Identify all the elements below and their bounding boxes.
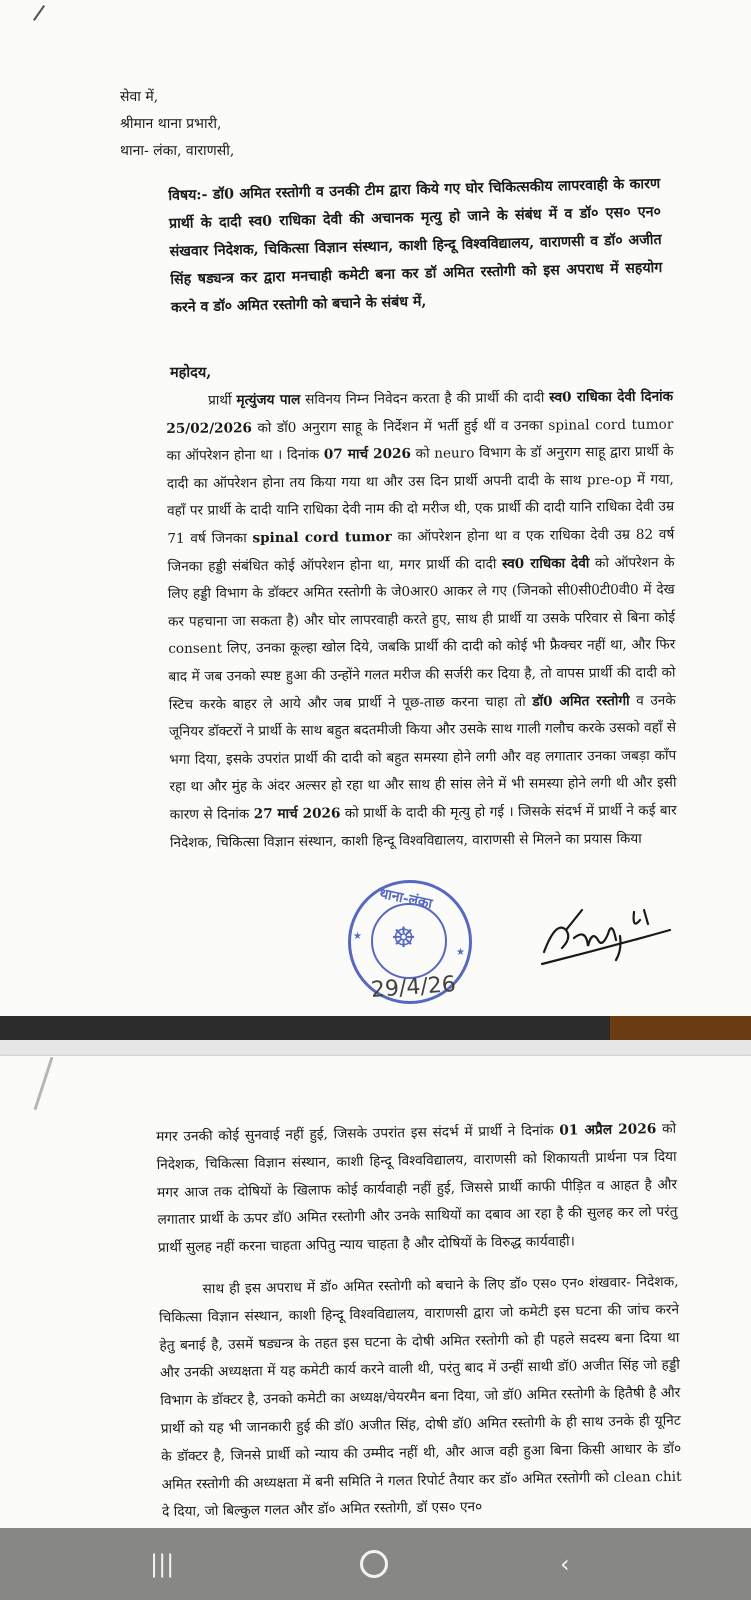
android-nav-bar — [0, 1528, 751, 1600]
text-run: को ऑपरेशन के लिए हड्डी विभाग के डॉक्टर अमित रस्तोगी के जे0आर0 आकर ले गए (जिनको सी0सी0टी0वी0 में देख कर पहचाना जा सकता है) और घोर लापरवाही करते हुए, साथ ही प्रार्थी या उसके परिवार से बिना कोई consent लिए, उनका कूल्हा खोल दिये, जबकि प्रार्थी की दादी को कोई भी फ्रैक्चर नहीं था, और फिर बाद में जब उनको स्पष्ट हुआ की उन्होंने गलत मरीज की सर्जरी कर दिया है, तो वापस प्रार्थी की दादी को स्टिच करके बाहर ले आये और जब प्रार्थी ने पूछ-ताछ करना चाहा तो — [167, 554, 676, 713]
star-icon: ★ — [456, 947, 465, 958]
police-station-stamp — [348, 880, 472, 1004]
text-run: मगर उनकी कोई सुनवाई नहीं हुई, जिसके उपरांत इस संदर्भ में प्रार्थी ने दिनांक — [156, 1122, 560, 1145]
emphasis-text: मृत्युंजय पाल — [236, 391, 301, 409]
body-paragraphs-2 — [156, 1116, 682, 1527]
text-run: प्रार्थी — [208, 392, 237, 409]
stamp-date: 29/4/26 — [370, 972, 457, 1003]
text-run: को निदेशक, चिकित्सा विज्ञान संस्थान, काशी हिन्दू विश्वविद्यालय, वाराणसी को शिकायती प्रार्थना पत्र दिया मगर आज तक दोषियों के खिलाफ कोई कार्यवाही नहीं हुई, जिससे प्रार्थी काफी पीड़ित व आहत है और लगातार प्रार्थी के ऊपर डॉ0 अमित रस्तोगी और उनके साथियों का दबाव आ रहा है की सुलह कर लो परंतु प्रार्थी सुलह नहीं करना चाहता अपितु न्याय चाहता है और दोषियों के विरुद्ध कार्यवाही। — [156, 1120, 678, 1257]
body-text — [166, 389, 677, 851]
body-paragraph — [156, 1116, 678, 1263]
emphasis-text: 07 मार्च 2026 — [323, 446, 412, 463]
body-paragraph: साथ ही इस अपराध में डॉ० अमित रस्तोगी को बचाने के लिए डॉ० एस० एन० शंखवार- निदेशक, चिकित्सा विज्ञान संस्थान, काशी हिन्दू विश्वविद्यालय, वाराणसी द्वारा जो कमेटी इस घटना की जांच करने हेतु बनाई है, उसमें षड्यन्त्र के तहत इस घटना के दोषी अमित रस्तोगी को ही पहले सदस्य बना दिया था और उनकी अध्यक्षता में यह कमेटी कार्य करने वाली थी, परंतु बाद में उन्हीं साथी डॉ0 अजीत सिंह जो हड्डी विभाग के डॉक्टर है, उनको कमेटी का अध्यक्ष/चेयरमैन बना दिया, जो डॉ0 अमित रस्तोगी के हितैषी है और प्रार्थी को यह भी जानकारी हुई की डॉ0 अजीत सिंह, दोषी डॉ0 अमित रस्तोगी के ही साथ उनके ही यूनिट के डॉक्टर है, जिनसे प्रार्थी को न्याय की उम्मीद नहीं थी, और आज वही हुआ बिना किसी आधार के डॉ० अमित रस्तोगी की अध्यक्षता में बनी समिति ने गलत रिपोर्ट तैयार कर डॉ० अमित रस्तोगी को clean chit दे दिया, जो बिल्कुल गलत और डॉ० अमित रस्तोगी, डॉ एस० एन० — [158, 1273, 682, 1521]
text-run: को डॉ0 अनुराग साहू के निर्देशन में भर्ती हुई थीं व उनका spinal cord tumor का ऑपरेशन होना था । दिनांक — [166, 416, 674, 465]
pen-mark — [33, 5, 45, 21]
text-run: सविनय निम्न निवेदन करता है की प्रार्थी की दादी — [300, 389, 550, 408]
emphasis-text: स्व0 राधिका देवी — [501, 554, 590, 572]
emphasis-text: 01 अप्रैल 2026 — [559, 1121, 657, 1139]
text-run: को neuro विभाग के डॉ अनुराग साहू द्वारा प्रार्थी के दादी का ऑपरेशन होना तय किया गया था और उस दिन प्रार्थी अपनी दादी के साथ pre-op में गया, वहाँ पर प्रार्थी के दादी यानि राधिका देवी नाम की दो मरीज थी, एक प्रार्थी की दादी यानि राधिका देवी उम्र 71 वर्ष जिनका — [166, 443, 675, 547]
back-icon[interactable]: ‹ — [560, 1550, 570, 1578]
address-line: थाना- लंका, वाराणसी, — [120, 143, 235, 159]
stamp-label: थाना-लंका — [377, 885, 434, 913]
recipient-address — [120, 84, 234, 165]
page-separator — [0, 1040, 751, 1056]
scan-edge — [34, 1057, 54, 1110]
address-line: सेवा में, — [120, 89, 159, 105]
text-run: का ऑपरेशन होना था व एक राधिका देवी उम्र 82 वर्ष जिनका हड्डी संबंधित कोई ऑपरेशन होना था, मगर प्रार्थी की दादी — [167, 526, 675, 575]
subject-paragraph: विषय:- डॉ0 अमित रस्तोगी व उनकी टीम द्वारा किये गए घोर चिकित्सकीय लापरवाही के कारण प्रार्थी के दादी स्व0 राधिका देवी की अचानक मृत्यु हो जाने के संबंध में व डॉ० एस० एन० संखवार निदेशक, चिकित्सा विज्ञान संस्थान, काशी हिन्दू विश्वविद्यालय, वाराणसी व डॉ० अजीत सिंह षड्यन्त्र कर द्वारा मनचाही कमेटी बना कर डॉ अमित रस्तोगी को इस अपराध में सहयोग करने व डॉ० अमित रस्तोगी को बचाने के संबंध में, — [168, 175, 663, 316]
text-run: को प्रार्थी के दादी की मृत्यु हो गई । जिसके संदर्भ में प्रार्थी ने कई बार निदेशक, चिकित्सा विज्ञान संस्थान, काशी हिन्दू विश्वविद्यालय, वाराणसी से मिलने का प्रयास किया — [169, 802, 677, 851]
emphasis-text: 27 मार्च 2026 — [253, 805, 341, 823]
text-run: व उनके जूनियर डॉक्टरों ने प्रार्थी के साथ बहुत बदतमीजी किया और उसके साथ गाली गलौच करके उसको वहाँ से भगा दिया, इसके उपरांत प्रार्थी की दादी को बहुत समस्या होने लगी और वह लगातार उनका जबड़ा काँप रहा था और मुंह के अंदर अल्सर हो रहा था और साथ ही सांस लेने में भी समस्या होने लगी थी और इसी कारण से दिनांक — [168, 692, 677, 823]
emphasis-text: डॉ0 अमित रस्तोगी — [532, 692, 630, 710]
salutation: महोदय, — [170, 364, 212, 381]
body-paragraph-1 — [166, 384, 677, 858]
home-icon[interactable] — [360, 1550, 388, 1578]
emphasis-text: स्व0 राधिका देवी दिनांक 25/02/2026 — [166, 388, 674, 437]
address-line: श्रीमान थाना प्रभारी, — [120, 116, 222, 132]
star-icon: ★ — [353, 931, 362, 942]
letter-page-2 — [0, 1056, 751, 1600]
emblem-icon: ☸ — [391, 921, 417, 954]
emphasis-text: spinal cord tumor — [252, 529, 392, 547]
scan-edge — [610, 1016, 751, 1040]
signature-icon — [536, 890, 676, 970]
recent-apps-icon[interactable]: ||| — [150, 1550, 175, 1578]
